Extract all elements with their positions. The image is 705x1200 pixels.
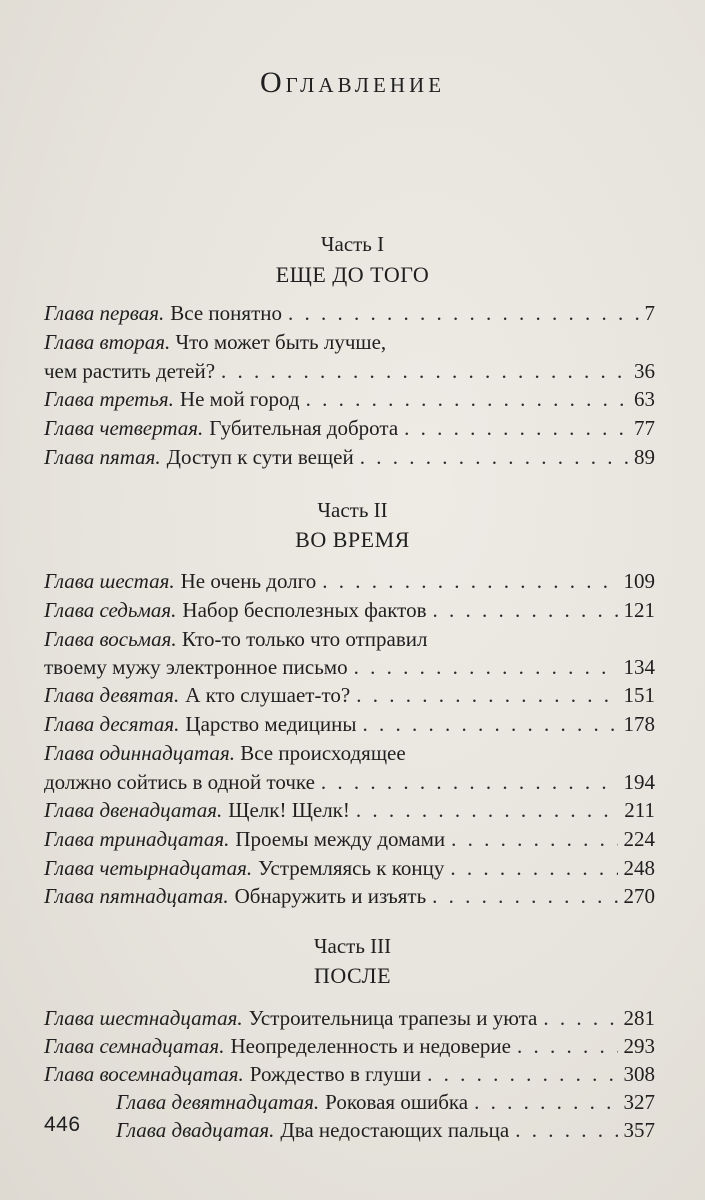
toc-entry-11[interactable]	[44, 767, 655, 797]
leader-dots	[515, 1115, 617, 1145]
leader-dots	[517, 1031, 618, 1061]
toc-entry-17[interactable]	[44, 1031, 655, 1061]
leader-dots	[363, 709, 618, 739]
leader-dots	[306, 384, 628, 414]
show-through	[0, 60, 705, 61]
chapter-label: Глава четвертая.	[44, 416, 204, 440]
chapter-label: Глава пятнадцатая.	[44, 884, 229, 908]
leader-dots	[543, 1003, 617, 1033]
chapter-title-cont: чем растить детей?	[44, 359, 216, 383]
leader-dots	[450, 853, 617, 883]
toc-entry-14[interactable]	[44, 853, 655, 883]
page-number: 7	[644, 301, 655, 325]
chapter-title: Все понятно	[170, 301, 282, 325]
page-number: 178	[623, 712, 655, 736]
toc-entry-1[interactable]	[44, 298, 655, 328]
leader-dots	[432, 595, 617, 625]
chapter-title: Набор бесполезных фактов	[182, 598, 427, 622]
chapter-label: Глава девятая.	[44, 683, 180, 707]
chapter-label: Глава двадцатая.	[116, 1118, 275, 1142]
chapter-title: Что может быть лучше,	[175, 330, 387, 354]
part-2-label: Часть II	[317, 498, 388, 522]
page-number: 308	[623, 1062, 655, 1086]
chapter-title: А кто слушает-то?	[185, 683, 351, 707]
leader-dots	[354, 652, 618, 682]
toc-entry-8-line1[interactable]	[44, 624, 427, 654]
chapter-title: Устроительница трапезы и уюта	[248, 1006, 538, 1030]
part-3-label: Часть III	[313, 934, 392, 958]
toc-entry-6[interactable]	[44, 566, 655, 596]
leader-dots	[432, 881, 617, 911]
page-number: 194	[623, 770, 655, 794]
leader-dots	[451, 824, 617, 854]
toc-entry-15[interactable]	[44, 881, 655, 911]
leader-dots	[360, 442, 628, 472]
chapter-title: Царство медицины	[185, 712, 357, 736]
chapter-title-cont: твоему мужу электронное письмо	[44, 655, 348, 679]
chapter-title: Обнаружить и изъять	[234, 884, 427, 908]
toc-entry-2-line1[interactable]	[44, 327, 386, 357]
toc-entry-3[interactable]	[44, 384, 655, 414]
chapter-title: Два недостающих пальца	[280, 1118, 510, 1142]
chapter-label: Глава двенадцатая.	[44, 798, 223, 822]
part-1-label: Часть I	[320, 232, 385, 256]
chapter-label: Глава шестая.	[44, 569, 175, 593]
page-number: 327	[623, 1090, 655, 1114]
chapter-label: Глава третья.	[44, 387, 174, 411]
page-number: 211	[624, 798, 655, 822]
page-number: 357	[623, 1118, 655, 1142]
toc-entry-11-line1[interactable]	[44, 738, 406, 768]
toc-entry-5[interactable]	[44, 442, 655, 472]
chapter-label: Глава первая.	[44, 301, 165, 325]
chapter-label: Глава седьмая.	[44, 598, 177, 622]
chapter-title: Губительная доброта	[209, 416, 399, 440]
toc-entry-12[interactable]	[44, 795, 655, 825]
page-number: 224	[623, 827, 655, 851]
chapter-label: Глава четырнадцатая.	[44, 856, 253, 880]
chapter-title: Не очень долго	[180, 569, 317, 593]
chapter-label: Глава восьмая.	[44, 627, 177, 651]
chapter-title: Щелк! Щелк!	[228, 798, 350, 822]
chapter-label: Глава семнадцатая.	[44, 1034, 225, 1058]
toc-entry-9[interactable]	[44, 680, 655, 710]
toc-entry-10[interactable]	[44, 709, 655, 739]
page-number: 109	[623, 569, 655, 593]
chapter-label: Глава десятая.	[44, 712, 180, 736]
part-1-name: ЕЩЕ ДО ТОГО	[275, 262, 430, 287]
toc-entry-7[interactable]	[44, 595, 655, 625]
toc-entry-18[interactable]	[44, 1059, 655, 1089]
page-number: 121	[623, 598, 655, 622]
chapter-label: Глава одиннадцатая.	[44, 741, 235, 765]
leader-dots	[221, 356, 628, 386]
page-folio: 446	[44, 1113, 81, 1136]
chapter-title: Устремляясь к концу	[258, 856, 445, 880]
leader-dots	[427, 1059, 617, 1089]
toc-entry-19[interactable]	[116, 1087, 655, 1117]
toc-entry-8[interactable]	[44, 652, 655, 682]
chapter-label: Глава пятая.	[44, 445, 161, 469]
toc-entry-4[interactable]	[44, 413, 655, 443]
page-number: 151	[623, 683, 655, 707]
toc-entry-2[interactable]	[44, 356, 655, 386]
chapter-title: Доступ к сути вещей	[166, 445, 354, 469]
chapter-title-cont: должно сойтись в одной точке	[44, 770, 315, 794]
toc-entry-20[interactable]	[116, 1115, 655, 1145]
leader-dots	[321, 767, 618, 797]
chapter-label: Глава девятнадцатая.	[116, 1090, 320, 1114]
chapter-title: Проемы между домами	[235, 827, 446, 851]
toc-entry-13[interactable]	[44, 824, 655, 854]
toc-entry-16[interactable]	[44, 1003, 655, 1033]
chapter-label: Глава шестнадцатая.	[44, 1006, 243, 1030]
toc-title: Оглавление	[259, 66, 446, 99]
chapter-label: Глава восемнадцатая.	[44, 1062, 244, 1086]
leader-dots	[322, 566, 617, 596]
part-2-name: ВО ВРЕМЯ	[295, 527, 410, 552]
chapter-title: Кто-то только что отправил	[181, 627, 428, 651]
page-number: 36	[634, 359, 655, 383]
page-number: 63	[634, 387, 655, 411]
chapter-title: Неопределенность и недоверие	[230, 1034, 511, 1058]
leader-dots	[356, 680, 617, 710]
page-number: 270	[623, 884, 655, 908]
leader-dots	[288, 298, 639, 328]
leader-dots	[356, 795, 618, 825]
page-number: 77	[634, 416, 655, 440]
chapter-title: Роковая ошибка	[325, 1090, 469, 1114]
page-number: 89	[634, 445, 655, 469]
page-number: 134	[623, 655, 655, 679]
page-number: 281	[623, 1006, 655, 1030]
page-number: 248	[623, 856, 655, 880]
chapter-title: Не мой город	[179, 387, 300, 411]
chapter-title: Рождество в глуши	[249, 1062, 422, 1086]
page-number: 293	[623, 1034, 655, 1058]
part-3-name: ПОСЛЕ	[313, 963, 392, 988]
chapter-label: Глава вторая.	[44, 330, 171, 354]
leader-dots	[474, 1087, 617, 1117]
chapter-title: Все происходящее	[240, 741, 406, 765]
leader-dots	[404, 413, 628, 443]
chapter-label: Глава тринадцатая.	[44, 827, 230, 851]
